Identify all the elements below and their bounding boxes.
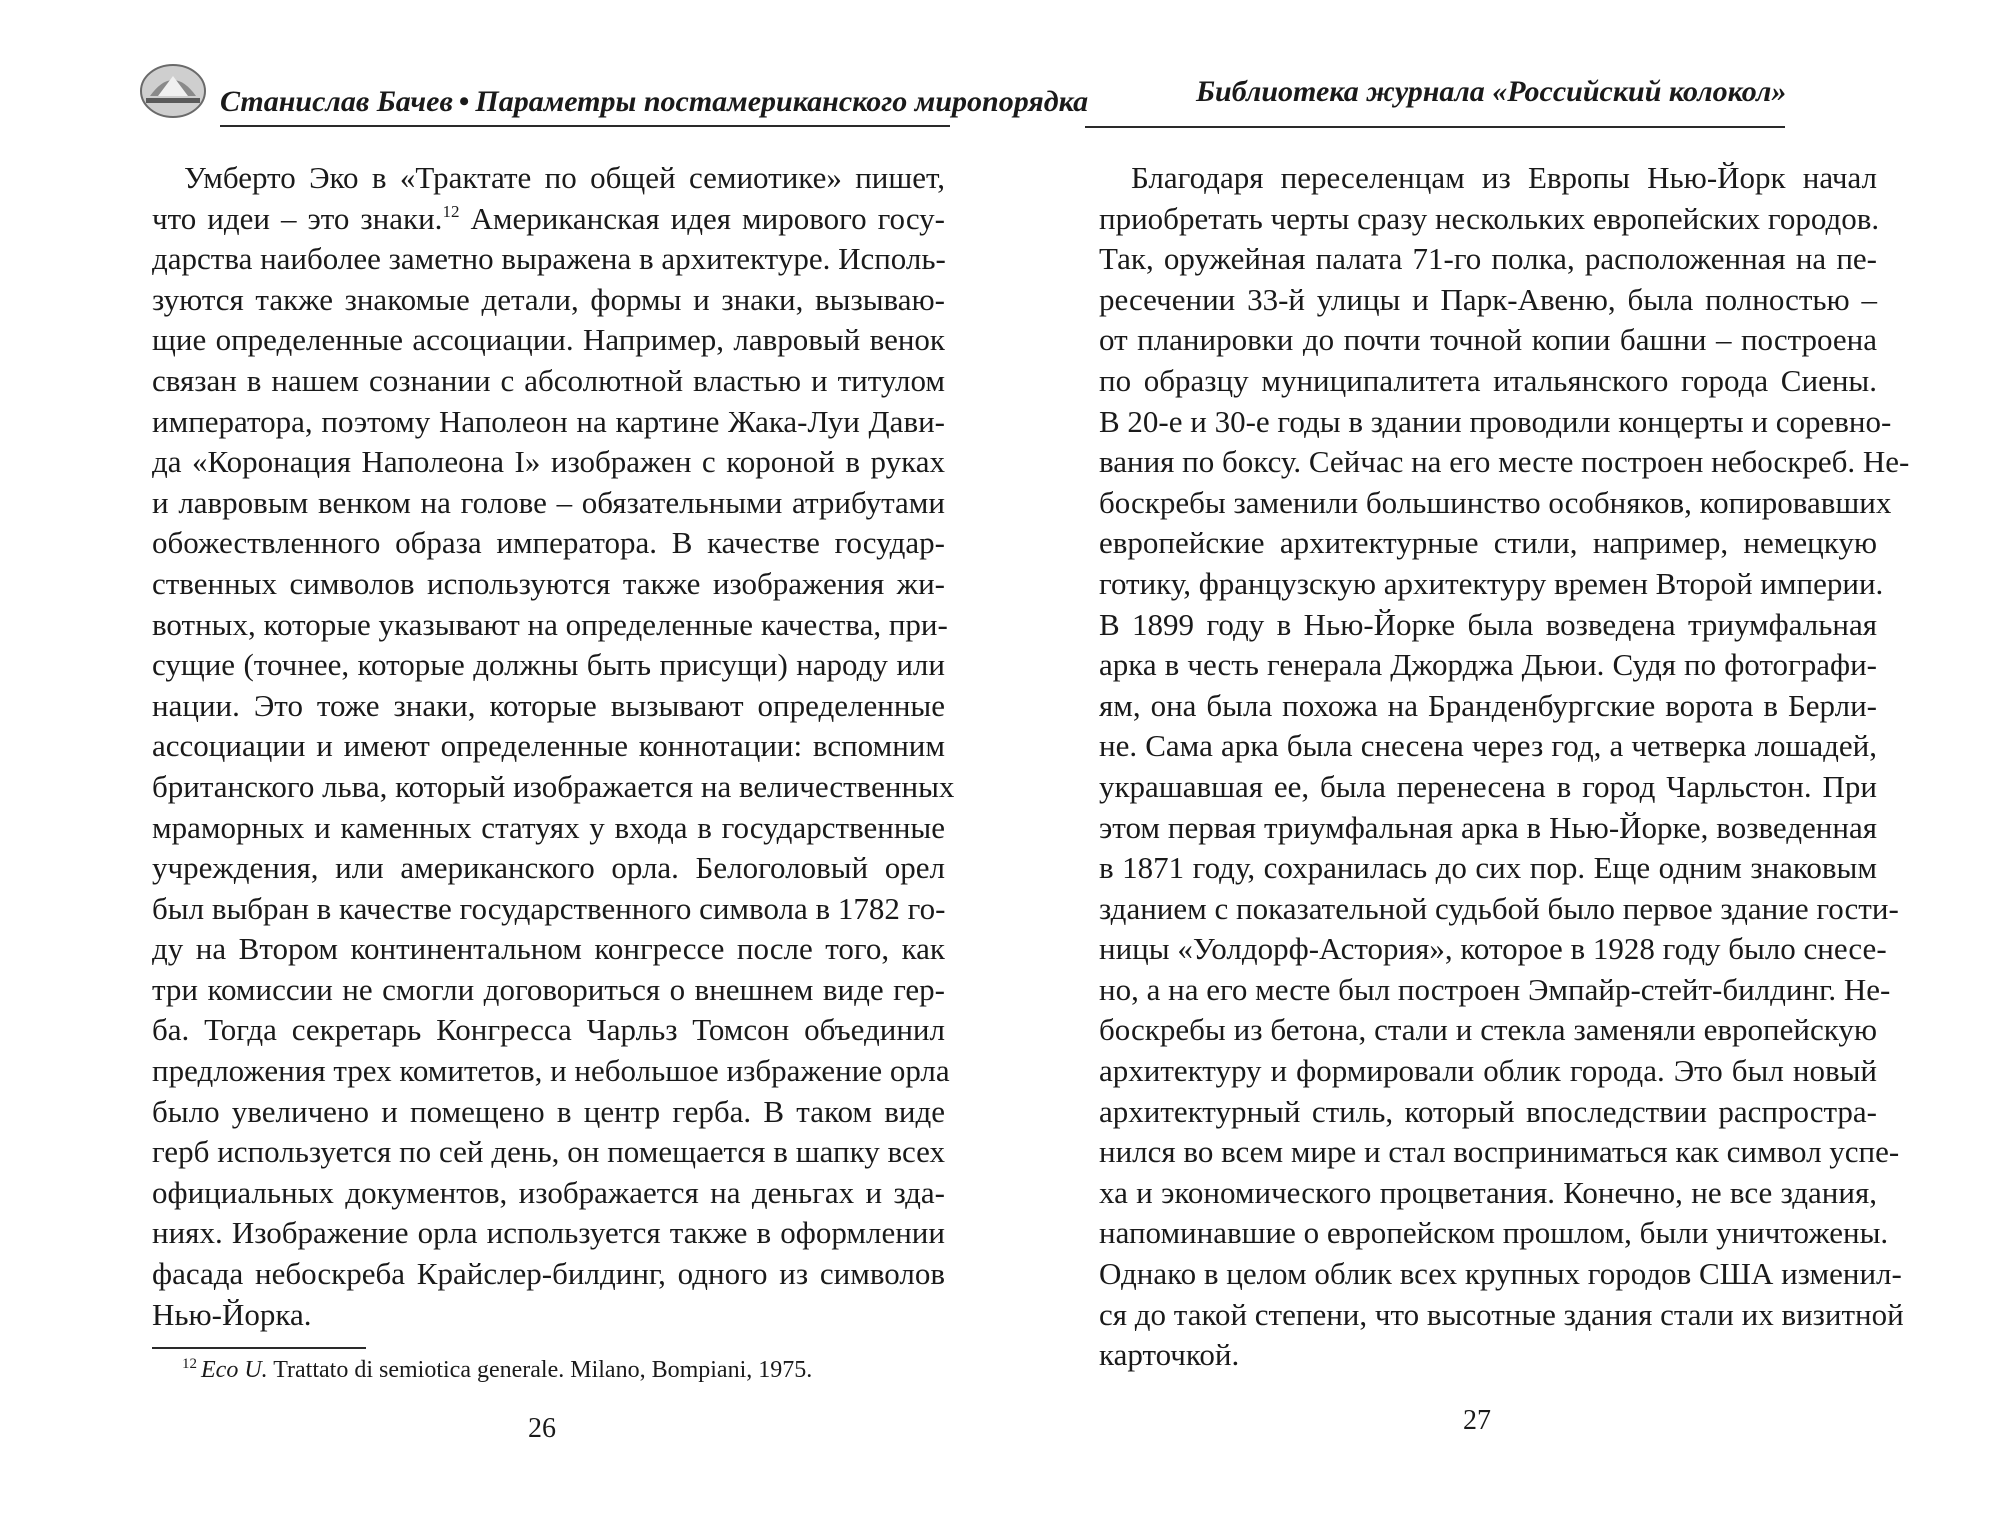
text-line: ственных символов используются также изображения жи- [152,565,945,601]
text-line: Однако в целом облик всех крупных городов США изменил- [1099,1256,1902,1292]
text-line: Так, оружейная палата 71-го полка, расположенная на пе- [1099,241,1877,277]
footnote-author: Eco U. [201,1357,268,1383]
text-line: зданием с показательной судьбой было первое здание гости- [1099,890,1899,926]
header-book-title: Параметры постамериканского миропорядка [475,85,1089,118]
right-page [1000,0,2000,1515]
text-line: да «Коронация Наполеона I» изображен с короной в руках [152,444,945,480]
text-line: дарства наиболее заметно выражена в архитектуре. Исполь- [152,241,946,277]
text-line: ся до такой степени, что высотные здания стали их визитной [1099,1296,1904,1332]
text-line: ду на Втором континентальном конгрессе после того, как [152,931,945,967]
bell-emblem-icon [138,58,208,120]
text-line: ниях. Изображение орла используется также в оформлении [152,1215,945,1251]
text-line: Благодаря переселенцам из Европы Нью-Йорк начал [1131,160,1877,195]
left-page-number: 26 [528,1413,556,1444]
text-line: обожествленного образа императора. В качестве государ- [152,525,945,561]
right-body-text [1099,158,1910,1376]
text-line: нился во всем мире и стал восприниматься как символ успе- [1099,1134,1900,1170]
text-line: зуются также знакомые детали, формы и знаки, вызываю- [152,281,945,317]
text-fragment: Американская идея мирового госу- [459,200,945,236]
text-line: императора, поэтому Наполеон на картине Жака-Луи Дави- [152,403,945,439]
text-line: учреждения, или американского орла. Белоголовый орел [152,850,945,886]
text-line: ресечении 33-й улицы и Парк-Авеню, была полностью – [1099,281,1877,317]
text-line: был выбран в качестве государственного символа в 1782 го- [152,890,946,926]
right-running-header: Библиотека журнала «Российский колокол» [1196,75,1787,108]
text-line: ницы «Уолдорф-Астория», которое в 1928 году было снесе- [1099,931,1887,967]
footnote-reference: 12 [442,201,460,221]
text-line: приобретать черты сразу нескольких европейских городов. [1099,200,1880,236]
text-line: три комиссии не смогли договориться о внешнем виде гер- [152,971,945,1007]
text-line: ха и экономического процветания. Конечно, не все здания, [1099,1174,1877,1210]
text-line: Нью-Йорка. [152,1296,312,1332]
left-running-header [220,84,1088,120]
text-line: связан в нашем сознании с абсолютной властью и титулом [152,362,945,398]
right-page-number: 27 [1463,1405,1491,1436]
text-line: Умберто Эко в «Трактате по общей семиотике» пишет, [184,160,945,195]
text-line: карточкой. [1099,1337,1240,1373]
text-line [152,199,945,240]
text-line: арка в честь генерала Джорджа Дьюи. Судя по фотографи- [1099,647,1877,683]
text-line: и лавровым венком на голове – обязательными атрибутами [152,484,945,520]
text-line: британского льва, который изображается на величественных [152,768,955,804]
text-line: архитектурный стиль, который впоследствии распростра- [1099,1093,1877,1129]
text-line: мраморных и каменных статуях у входа в государственные [152,809,945,845]
text-line: не. Сама арка была снесена через год, а четверка лошадей, [1099,728,1877,764]
header-rule [220,125,950,127]
text-line: вания по боксу. Сейчас на его месте построен небоскреб. Не- [1099,444,1910,480]
text-line: от планировки до почти точной копии башни – построена [1099,322,1877,358]
text-line: официальных документов, изображается на деньгах и зда- [152,1174,945,1210]
left-body-text [152,158,955,1335]
text-line: боскребы из бетона, стали и стекла заменяли европейскую [1099,1012,1877,1048]
text-line: герб используется по сей день, он помещается в шапку всех [152,1134,945,1170]
text-line: щие определенные ассоциации. Например, лавровый венок [152,322,945,358]
text-line: ям, она была похожа на Бранденбургские ворота в Берли- [1099,687,1877,723]
text-line: нации. Это тоже знаки, которые вызывают определенные [152,687,945,723]
text-line: вотных, которые указывают на определенные качества, при- [152,606,948,642]
text-line: в 1871 году, сохранилась до сих пор. Еще одним знаковым [1099,850,1877,886]
footnote-rule [152,1347,366,1349]
text-line: ба. Тогда секретарь Конгресса Чарльз Томсон объединил [152,1012,945,1048]
text-line: сущие (точнее, которые должны быть присущи) народу или [152,647,945,683]
text-line: было увеличено и помещено в центр герба. В таком виде [152,1093,945,1129]
text-line: готику, французскую архитектуру времен Второй империи. [1099,565,1884,601]
header-bullet: • [458,85,470,118]
text-line: боскребы заменили большинство особняков, копировавших [1099,484,1892,520]
text-line: европейские архитектурные стили, например, немецкую [1099,525,1877,561]
text-line: но, а на его месте был построен Эмпайр-стейт-билдинг. Не- [1099,971,1891,1007]
text-line: по образцу муниципалитета итальянского города Сиены. [1099,362,1877,398]
text-line: напоминавшие о европейском прошлом, были уничтожены. [1099,1215,1889,1251]
header-author: Станислав Бачев [220,85,453,118]
text-line: этом первая триумфальная арка в Нью-Йорке, возведенная [1099,809,1877,845]
footnote [182,1354,812,1386]
text-line: В 20-е и 30-е годы в здании проводили концерты и соревно- [1099,403,1892,439]
text-line: предложения трех комитетов, и небольшое избражение орла [152,1053,950,1089]
text-line: архитектуру и формировали облик города. Это был новый [1099,1053,1877,1089]
text-line: ассоциации и имеют определенные коннотации: вспомним [152,728,945,764]
text-fragment: что идеи – это знаки. [152,200,443,236]
header-rule [1085,126,1785,128]
text-line: В 1899 году в Нью-Йорке была возведена триумфальная [1099,606,1877,642]
text-line: фасада небоскреба Крайслер-билдинг, одного из символов [152,1256,945,1292]
footnote-citation: Trattato di semiotica generale. Milano, Bompiani, 1975. [267,1357,813,1383]
footnote-mark: 12 [182,1356,197,1372]
text-line: украшавшая ее, была перенесена в город Чарльстон. При [1099,768,1877,804]
